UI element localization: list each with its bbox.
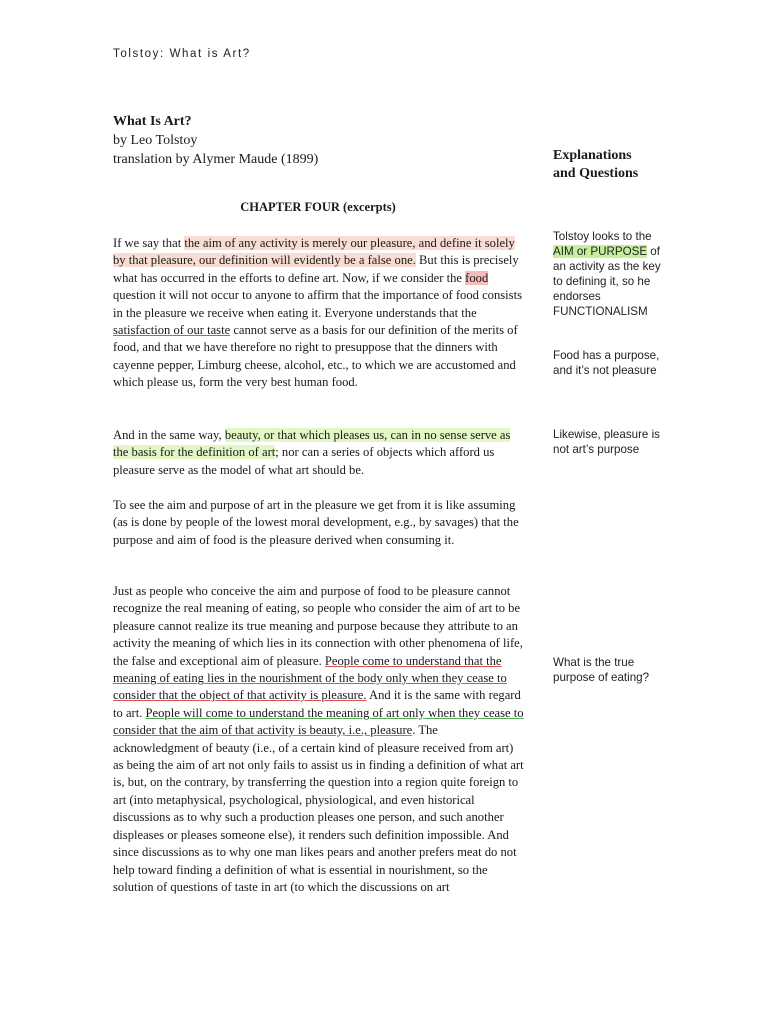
- sidebar-heading-line2: and Questions: [553, 166, 639, 181]
- document-title: What Is Art?: [113, 114, 192, 129]
- p3-text: To see the aim and purpose of art in the pleasure we get from it is like assuming (as is done by people of the lowest moral development, e.g., by savages) that the purpose and aim of food is the pleasure derived when consuming it.: [113, 498, 519, 547]
- p1-highlight-aim: the aim of any activity is merely our pleasure, and define it solely by that pleasure, our definition will evidently be a false one.: [113, 236, 515, 268]
- p1-highlight-food: food: [465, 270, 489, 285]
- byline: by Leo Tolstoy: [113, 133, 198, 148]
- paragraph-2: [113, 427, 525, 479]
- note1-text-a: Tolstoy looks to the: [553, 230, 652, 243]
- p4-text-a: Just as people who conceive the aim and purpose of food to be pleasure cannot recognize the real meaning of eating, so people who consider the aim of art to be pleasure cannot realize its true meaning and purpose because they attribute to an activity the meaning of which lies in its connection with other phenomena of life, the false and exceptional aim of pleasure.: [113, 584, 523, 668]
- margin-note-4: What is the true purpose of eating?: [553, 656, 650, 684]
- sidebar-heading-line1: Explanations: [553, 148, 632, 163]
- chapter-heading: CHAPTER FOUR (excerpts): [240, 200, 396, 214]
- p1-text-a: If we say that: [113, 236, 185, 250]
- note1-text-c: of an activity as the key to defining it, so he endorses FUNCTIONALISM: [553, 245, 661, 318]
- p2-highlight-beauty: beauty, or that which pleases us, can in no sense serve as the basis for the definition of art: [113, 428, 511, 460]
- p4-underline-eating: People come to understand that the meaning of eating lies in the nourishment of the body only when they cease to consider that the object of that activity is pleasure.: [113, 653, 507, 703]
- p1-underline-taste: satisfaction of our taste: [113, 323, 231, 338]
- p2-text-c: ; nor can a series of objects which afford us pleasure serve as the model of what art should be.: [113, 445, 495, 477]
- paragraph-3: [113, 497, 525, 549]
- p4-underline-art: People will come to understand the meaning of art only when they cease to consider that the aim of that activity is beauty, i.e., pleasure: [113, 705, 524, 738]
- p1-text-e: question it will not occur to anyone to affirm that the importance of food consists in the pleasure we receive when eating it. Everyone understands that the: [113, 288, 522, 320]
- p2-text-a: And in the same way,: [113, 428, 225, 442]
- p1-text-c: But this is precisely what has occurred in the efforts to define art. Now, if we consider the: [113, 253, 519, 285]
- paragraph-1: [113, 235, 525, 392]
- margin-note-3: Likewise, pleasure is not art’s purpose: [553, 428, 660, 456]
- p4-text-c: And it is the same with regard to art.: [113, 688, 521, 720]
- translation-credit: translation by Alymer Maude (1899): [113, 152, 319, 167]
- p1-text-g: cannot serve as a basis for our definition of the merits of food, and that we have therefore no right to presuppose that the dinners with cayenne pepper, Limburg cheese, alcohol, etc., to which we are accustomed and which please us, form the very best human food.: [113, 323, 518, 390]
- title-block: [113, 112, 318, 169]
- p4-text-e: . The acknowledgment of beauty (i.e., of a certain kind of pleasure received from art) as being the aim of art not only fails to assist us in finding a definition of what art is, but, on the contrary, by transferring the question into a region quite foreign to art (into metaphysical, psychological, physiological, and even historical discussions as to why such a production pleases one person, and such another displeases or pleases someone else), it renders such definition impossible. And since discussions as to why one man likes pears and another prefers meat do not help toward finding a definition of what is essential in nourishment, so the solution of questions of taste in art (to which the discussions on art: [113, 723, 524, 894]
- running-head: Tolstoy: What is Art?: [113, 48, 251, 60]
- sidebar-heading: [553, 147, 638, 183]
- margin-note-1: [553, 229, 663, 319]
- note1-highlight-aim: AIM or PURPOSE: [553, 245, 648, 258]
- paragraph-4: [113, 583, 525, 896]
- margin-note-2: Food has a purpose, and it’s not pleasure: [553, 349, 660, 377]
